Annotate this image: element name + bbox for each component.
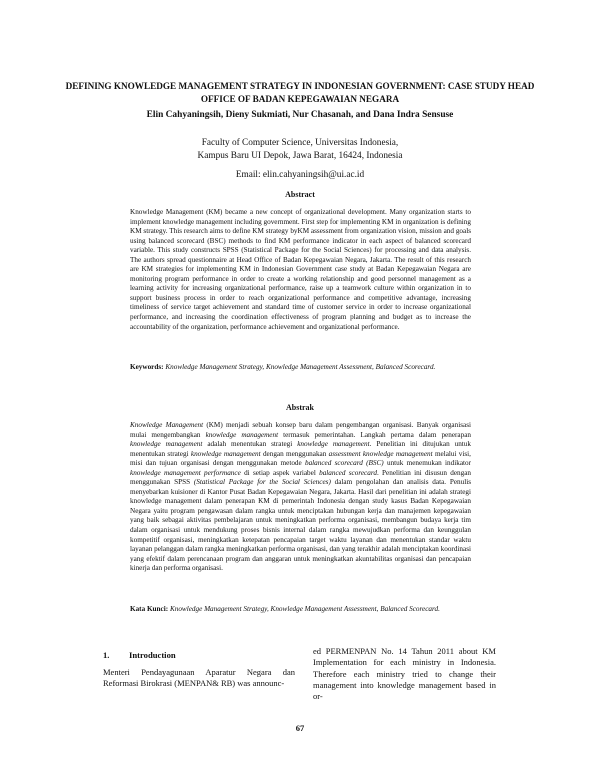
keywords-label-en: Keywords: bbox=[130, 363, 164, 371]
abstrak-term: knowledge management bbox=[205, 430, 279, 439]
keywords-id bbox=[130, 605, 471, 615]
abstrak-term: knowledge management bbox=[297, 440, 370, 449]
body-column-right: ed PERMENPAN No. 14 Tahun 2011 about KM Implementation for each ministry in Indonesia. Therefore each ministry tried to change their management into knowledge management based in or- bbox=[313, 646, 496, 702]
abstrak-term: (Statistical Package for the Social Sciences) bbox=[193, 478, 331, 487]
abstrak-text: dalam pengolahan dan analisis data. Penulis menyebarkan kuisioner di Kantor Pusat Badan Kepegawaian Negara, Jakarta. Hasil dari penelitian ini adalah strategi knowledge management dalam penerapan KM di pemerintah Indonesia dengan study kasus Badan Kepegawaian Negara yaitu program pengawasan dalam rangka untuk menciptakan hubungan kerja dan manajemen kepegawaian yang baik sebagai aktivitas pembelajaran untuk meningkatkan performa organisasi, membangun budaya kerja tim dalam organisasi untuk mendukung proses bisnis internal dalam rangka mewujudkan performa dan keunggulan kompetitif organisasi, meningkatkan ketepatan pencapaian target waktu layanan dan menentukan standar waktu layanan pelanggan dalam rangka meningkatkan performa organisasi, dan yang terakhir adalah menciptakan koordinasi yang efektif dalam perencanaan program dan anggaran untuk meningkatkan akuntabilitas organisasi dan pencapaian kinerja dan performa organisasi. bbox=[130, 478, 472, 573]
keywords-label-id: Kata Kunci: bbox=[130, 605, 169, 613]
affiliation-line-2: Kampus Baru UI Depok, Jawa Barat, 16424, Indonesia bbox=[197, 151, 403, 161]
abstrak-text: . Penelitian ini ditujukan untuk menentukan strategi bbox=[130, 440, 471, 458]
abstrak-term: knowledge management performance bbox=[130, 468, 241, 477]
abstrak-text: . Penelitian ini disusun dengan menggunakan SPSS bbox=[130, 468, 471, 487]
abstrak-term: assessment knowledge management bbox=[328, 449, 433, 458]
abstrak-term: balanced scorecard (BSC) bbox=[304, 459, 384, 468]
abstrak-text: dengan menggunakan bbox=[260, 449, 329, 458]
page-number: 67 bbox=[295, 723, 305, 733]
abstract-body-en: Knowledge Management (KM) became a new concept of organizational development. Many organization starts to implement knowledge management including government. First step for implementing KM in organization is defining KM strategy. This research aims to define KM strategy byKM assessment from organization vision, mission and goals using balanced scorecard (BSC) methods to find KM performance indicator in each aspect of balanced scorecard variable. This study constructs SPSS (Statistical Package for the Social Sciences) for processing and data analysis. The authors spread questionnaire at Head Office of Badan Kepegawaian Negara, Jakarta. The result of this research are KM strategies for implementing KM in Indonesian Government case study at Badan Kepegawaian Negara are monitoring program performance in order to create a working relationship and good personnel management as a learning activity for increasing organizational performance, raise up a teamwork culture within organization in to support business process in order to reach organizational performance and competitive advantage, increasing timeliness of service target achievement and standard time of customer service in order to increase organizational performance, and increasing the coordination effectiveness of program planning and budget as to increase the accountability of the organization, performance achievement and organizational performance. bbox=[130, 208, 471, 331]
body-column-left: Menteri Pendayagunaan Aparatur Negara dan Reformasi Birokrasi (MENPAN& RB) was announc- bbox=[103, 667, 295, 689]
abstrak-term: knowledge management bbox=[130, 440, 203, 449]
abstrak-text: termasuk pemerintahan. Langkah pertama dalam penerapan bbox=[278, 430, 471, 439]
abstract-body-id bbox=[130, 421, 471, 574]
abstract-heading-en: Abstract bbox=[285, 190, 315, 199]
affiliation-line-1: Faculty of Computer Science, Universitas Indonesia, bbox=[201, 138, 399, 148]
section-title: Introduction bbox=[129, 650, 176, 660]
abstrak-text: di setiap aspek variabel bbox=[240, 468, 320, 477]
abstrak-term: balanced scorecard bbox=[319, 468, 377, 477]
abstrak-text: adalah menentukan strategi bbox=[202, 440, 298, 449]
keywords-en bbox=[130, 363, 471, 373]
keywords-text-id: Knowledge Management Strategy, Knowledge Management Assessment, Balanced Scorecard. bbox=[169, 605, 440, 613]
keywords-text-en: Knowledge Management Strategy, Knowledge Management Assessment, Balanced Scorecard. bbox=[165, 363, 436, 371]
abstract-heading-id: Abstrak bbox=[285, 403, 314, 412]
abstrak-text: melalui visi, misi dan tujuan organisasi dengan menggunakan metode bbox=[130, 449, 471, 468]
affiliation bbox=[60, 137, 540, 163]
section-number: 1. bbox=[103, 650, 110, 660]
paper-title: DEFINING KNOWLEDGE MANAGEMENT STRATEGY IN INDONESIAN GOVERNMENT: CASE STUDY HEAD OFFICE OF BADAN KEPEGAWAIAN NEGARA bbox=[65, 81, 535, 104]
abstrak-term: Knowledge Management bbox=[130, 421, 204, 429]
section-heading bbox=[103, 650, 176, 660]
abstrak-text: (KM) menjadi sebuah konsep baru dalam pengembangan organisasi. Banyak organisasi mulai mengembangkan bbox=[130, 421, 471, 439]
author-email: Email: elin.cahyaningsih@ui.ac.id bbox=[235, 170, 365, 180]
author-list: Elin Cahyaningsih, Dieny Sukmiati, Nur Chasanah, and Dana Indra Sensuse bbox=[146, 110, 454, 120]
abstrak-text: untuk menemukan indikator bbox=[383, 459, 471, 468]
abstrak-term: knowledge management bbox=[190, 449, 261, 458]
